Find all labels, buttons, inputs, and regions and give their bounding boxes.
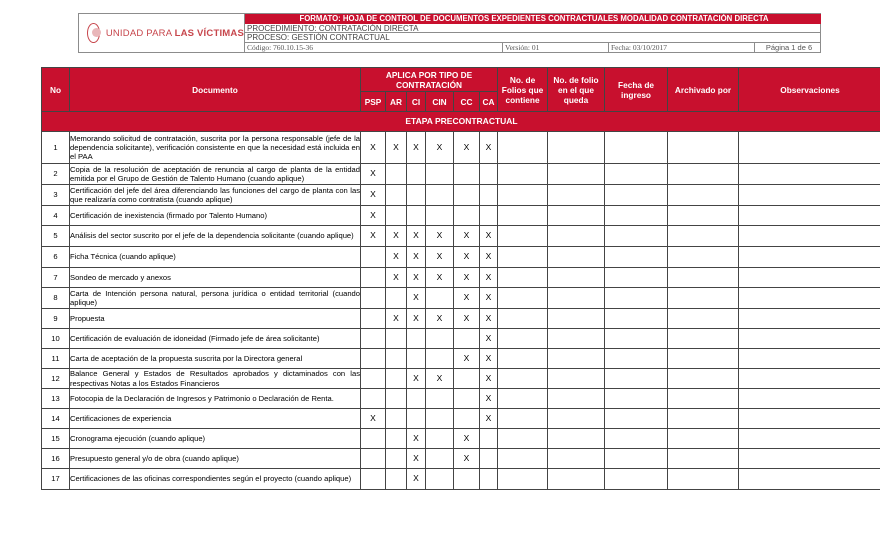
archivado-cell xyxy=(668,268,739,288)
mark-psp xyxy=(361,469,386,490)
document-cell: Balance General y Estados de Resultados aprobados y dictaminados con las respectivas Notas a los Estados Financieros xyxy=(70,369,360,388)
folios-cell xyxy=(498,389,548,409)
mark-cc xyxy=(454,164,480,185)
mark-ar xyxy=(386,185,407,206)
mark-psp: X xyxy=(361,164,386,185)
mark-ar: X xyxy=(386,247,407,268)
mark-psp xyxy=(361,429,386,449)
mark-ca: X xyxy=(480,309,498,329)
mark-psp: X xyxy=(361,185,386,206)
mark-cc xyxy=(454,206,480,226)
folios-cell xyxy=(498,164,548,185)
folio-queda-cell xyxy=(548,389,605,409)
mark-ca: X xyxy=(480,349,498,369)
mark-psp xyxy=(361,309,386,329)
mark-cc xyxy=(454,329,480,349)
folio-queda-cell xyxy=(548,226,605,247)
table-row xyxy=(42,185,880,206)
table-row xyxy=(42,429,880,449)
mark-cin xyxy=(426,185,454,206)
row-number: 9 xyxy=(42,309,70,329)
archivado-cell xyxy=(668,185,739,206)
observaciones-cell xyxy=(739,309,880,329)
document-cell: Ficha Técnica (cuando aplique) xyxy=(70,247,361,268)
row-number: 1 xyxy=(42,132,70,164)
document-header xyxy=(78,13,821,53)
table-row xyxy=(42,449,880,469)
mark-psp xyxy=(361,247,386,268)
folios-cell xyxy=(498,369,548,389)
observaciones-cell xyxy=(739,226,880,247)
fecha-ingreso-cell xyxy=(605,469,668,490)
coat-of-arms-icon xyxy=(87,23,100,43)
mark-ci xyxy=(407,185,426,206)
mark-cin xyxy=(426,409,454,429)
folio-queda-cell xyxy=(548,349,605,369)
mark-cc: X xyxy=(454,288,480,309)
header-observaciones: Observaciones xyxy=(739,68,880,112)
archivado-cell xyxy=(668,164,739,185)
mark-psp xyxy=(361,288,386,309)
mark-ci xyxy=(407,409,426,429)
header-archivado: Archivado por xyxy=(668,68,739,112)
archivado-cell xyxy=(668,389,739,409)
archivado-cell xyxy=(668,309,739,329)
folios-cell xyxy=(498,247,548,268)
archivado-cell xyxy=(668,449,739,469)
mark-ca: X xyxy=(480,268,498,288)
mark-cc xyxy=(454,389,480,409)
fecha-ingreso-cell xyxy=(605,206,668,226)
fecha-ingreso-cell xyxy=(605,132,668,164)
row-number: 13 xyxy=(42,389,70,409)
fecha-ingreso-cell xyxy=(605,369,668,389)
archivado-cell xyxy=(668,329,739,349)
mark-cc: X xyxy=(454,226,480,247)
document-cell: Certificaciones de experiencia xyxy=(70,409,361,429)
document-cell: Análisis del sector suscrito por el jefe de la dependencia solicitante (cuando aplique) xyxy=(70,226,361,247)
folios-cell xyxy=(498,349,548,369)
header-cin: CIN xyxy=(426,92,454,112)
fecha-ingreso-cell xyxy=(605,164,668,185)
format-title: FORMATO: HOJA DE CONTROL DE DOCUMENTOS EXPEDIENTES CONTRACTUALES MODALIDAD CONTRATACIÓN DIRECTA xyxy=(245,14,821,24)
meta-row xyxy=(245,43,821,52)
mark-ci: X xyxy=(407,429,426,449)
mark-ar: X xyxy=(386,268,407,288)
folios-cell xyxy=(498,226,548,247)
mark-psp: X xyxy=(361,132,386,164)
table-row xyxy=(42,164,880,185)
table-row xyxy=(42,268,880,288)
mark-cin xyxy=(426,206,454,226)
observaciones-cell xyxy=(739,429,880,449)
folio-queda-cell xyxy=(548,429,605,449)
archivado-cell xyxy=(668,226,739,247)
header-fecha-ingreso: Fecha de ingreso xyxy=(605,68,668,112)
mark-cc: X xyxy=(454,309,480,329)
mark-ci: X xyxy=(407,469,426,490)
document-cell: Certificación del jefe del área diferenciando las funciones del cargo de planta con las que realizaría como contratista (cuando aplique) xyxy=(70,185,360,204)
row-number: 8 xyxy=(42,288,70,309)
mark-cin xyxy=(426,349,454,369)
mark-ar: X xyxy=(386,309,407,329)
row-number: 5 xyxy=(42,226,70,247)
archivado-cell xyxy=(668,429,739,449)
header-psp: PSP xyxy=(361,92,386,112)
mark-cin xyxy=(426,469,454,490)
header-no: No xyxy=(42,68,70,112)
mark-ci xyxy=(407,329,426,349)
row-number: 12 xyxy=(42,369,70,389)
header-folio-queda: No. de folio en el que queda xyxy=(548,68,605,112)
mark-ar xyxy=(386,389,407,409)
mark-ar xyxy=(386,164,407,185)
mark-psp: X xyxy=(361,409,386,429)
fecha-ingreso-cell xyxy=(605,309,668,329)
fecha-ingreso-cell xyxy=(605,185,668,206)
mark-ar xyxy=(386,409,407,429)
document-cell: Copia de la resolución de aceptación de renuncia al cargo de planta de la entidad emitida por el Grupo de Gestión de Talento Humano (cuando aplique) xyxy=(70,164,360,183)
mark-cc xyxy=(454,185,480,206)
observaciones-cell xyxy=(739,349,880,369)
mark-ca xyxy=(480,185,498,206)
row-number: 2 xyxy=(42,164,70,185)
observaciones-cell xyxy=(739,132,880,164)
table-row xyxy=(42,132,880,164)
archivado-cell xyxy=(668,132,739,164)
mark-ar xyxy=(386,288,407,309)
header-cc: CC xyxy=(454,92,480,112)
codigo: Código: 760.10.15-36 xyxy=(245,43,503,52)
mark-ar xyxy=(386,369,407,389)
folios-cell xyxy=(498,409,548,429)
folio-queda-cell xyxy=(548,288,605,309)
mark-ca xyxy=(480,469,498,490)
table-row xyxy=(42,349,880,369)
control-table xyxy=(41,67,880,490)
header-folios: No. de Folios que contiene xyxy=(498,68,548,112)
folios-cell xyxy=(498,329,548,349)
document-cell: Propuesta xyxy=(70,309,361,329)
fecha-ingreso-cell xyxy=(605,226,668,247)
table-row xyxy=(42,247,880,268)
observaciones-cell xyxy=(739,206,880,226)
folios-cell xyxy=(498,132,548,164)
mark-psp xyxy=(361,369,386,389)
folio-queda-cell xyxy=(548,309,605,329)
mark-cin xyxy=(426,429,454,449)
folio-queda-cell xyxy=(548,409,605,429)
fecha-ingreso-cell xyxy=(605,268,668,288)
mark-cc: X xyxy=(454,268,480,288)
mark-ci xyxy=(407,206,426,226)
proceso: PROCESO: GESTIÓN CONTRACTUAL xyxy=(245,33,821,43)
folio-queda-cell xyxy=(548,369,605,389)
mark-ar xyxy=(386,329,407,349)
mark-cin: X xyxy=(426,132,454,164)
mark-ci: X xyxy=(407,247,426,268)
observaciones-cell xyxy=(739,288,880,309)
archivado-cell xyxy=(668,349,739,369)
mark-ca: X xyxy=(480,288,498,309)
header-documento: Documento xyxy=(70,68,361,112)
mark-ca: X xyxy=(480,329,498,349)
folios-cell xyxy=(498,429,548,449)
document-cell: Certificación de inexistencia (firmado por Talento Humano) xyxy=(70,206,361,226)
archivado-cell xyxy=(668,469,739,490)
table-row xyxy=(42,409,880,429)
mark-cc xyxy=(454,409,480,429)
folio-queda-cell xyxy=(548,449,605,469)
mark-ci: X xyxy=(407,268,426,288)
folios-cell xyxy=(498,206,548,226)
fecha-ingreso-cell xyxy=(605,429,668,449)
folio-queda-cell xyxy=(548,132,605,164)
mark-cc: X xyxy=(454,349,480,369)
mark-ci: X xyxy=(407,132,426,164)
row-number: 11 xyxy=(42,349,70,369)
document-cell: Memorando solicitud de contratación, suscrita por la persona responsable (jefe de la dependencia solicitante), verificación consistente en que la necesidad está incluida en el PAA xyxy=(70,132,361,164)
document-cell: Certificación de evaluación de idoneidad (Firmado jefe de área solicitante) xyxy=(70,329,361,349)
mark-cc: X xyxy=(454,449,480,469)
archivado-cell xyxy=(668,409,739,429)
document-cell: Sondeo de mercado y anexos xyxy=(70,268,361,288)
fecha-ingreso-cell xyxy=(605,389,668,409)
mark-cin: X xyxy=(426,268,454,288)
observaciones-cell xyxy=(739,389,880,409)
mark-psp xyxy=(361,389,386,409)
mark-cc: X xyxy=(454,132,480,164)
mark-cin: X xyxy=(426,226,454,247)
fecha-ingreso-cell xyxy=(605,349,668,369)
folios-cell xyxy=(498,268,548,288)
mark-ar xyxy=(386,206,407,226)
mark-psp xyxy=(361,268,386,288)
folios-cell xyxy=(498,288,548,309)
table-row xyxy=(42,288,880,309)
folios-cell xyxy=(498,449,548,469)
mark-psp xyxy=(361,449,386,469)
mark-cin: X xyxy=(426,247,454,268)
mark-ci: X xyxy=(407,226,426,247)
folio-queda-cell xyxy=(548,268,605,288)
mark-ar xyxy=(386,349,407,369)
mark-psp: X xyxy=(361,226,386,247)
observaciones-cell xyxy=(739,185,880,206)
document-cell: Fotocopia de la Declaración de Ingresos y Patrimonio o Declaración de Renta. xyxy=(70,389,361,409)
document-cell: Cronograma ejecución (cuando aplique) xyxy=(70,429,361,449)
mark-ar: X xyxy=(386,226,407,247)
document-cell: Presupuesto general y/o de obra (cuando aplique) xyxy=(70,449,361,469)
mark-cin xyxy=(426,164,454,185)
table-row xyxy=(42,469,880,490)
table-row xyxy=(42,309,880,329)
archivado-cell xyxy=(668,206,739,226)
row-number: 15 xyxy=(42,429,70,449)
row-number: 14 xyxy=(42,409,70,429)
document-cell: Carta de Intención persona natural, persona jurídica o entidad territorial (cuando aplique) xyxy=(70,288,360,307)
table-row xyxy=(42,369,880,389)
folio-queda-cell xyxy=(548,469,605,490)
procedimiento: PROCEDIMIENTO: CONTRATACIÓN DIRECTA xyxy=(245,24,821,33)
fecha-ingreso-cell xyxy=(605,409,668,429)
mark-cc xyxy=(454,369,480,389)
mark-ar xyxy=(386,429,407,449)
row-number: 4 xyxy=(42,206,70,226)
fecha: Fecha: 03/10/2017 xyxy=(609,43,755,52)
row-number: 7 xyxy=(42,268,70,288)
observaciones-cell xyxy=(739,329,880,349)
mark-cin xyxy=(426,288,454,309)
mark-ci xyxy=(407,164,426,185)
mark-ca xyxy=(480,429,498,449)
mark-ca xyxy=(480,449,498,469)
row-number: 16 xyxy=(42,449,70,469)
header-ci: CI xyxy=(407,92,426,112)
mark-cc: X xyxy=(454,429,480,449)
pagina: Página 1 de 6 xyxy=(765,43,813,52)
row-number: 10 xyxy=(42,329,70,349)
row-number: 17 xyxy=(42,469,70,490)
mark-cin xyxy=(426,389,454,409)
mark-ca xyxy=(480,164,498,185)
row-number: 3 xyxy=(42,185,70,206)
fecha-ingreso-cell xyxy=(605,288,668,309)
folio-queda-cell xyxy=(548,185,605,206)
archivado-cell xyxy=(668,288,739,309)
mark-cc: X xyxy=(454,247,480,268)
table-row xyxy=(42,206,880,226)
mark-ar xyxy=(386,449,407,469)
mark-ci xyxy=(407,349,426,369)
table-row xyxy=(42,389,880,409)
archivado-cell xyxy=(668,369,739,389)
header-aplica: APLICA POR TIPO DE CONTRATACIÓN xyxy=(361,68,498,92)
mark-ca: X xyxy=(480,226,498,247)
folios-cell xyxy=(498,469,548,490)
mark-cin xyxy=(426,449,454,469)
mark-ca: X xyxy=(480,369,498,389)
mark-ca: X xyxy=(480,389,498,409)
version: Versión: 01 xyxy=(503,43,609,52)
fecha-ingreso-cell xyxy=(605,247,668,268)
document-cell: Certificaciones de las oficinas correspondientes según el proyecto (cuando aplique) xyxy=(70,469,361,490)
mark-ca: X xyxy=(480,247,498,268)
observaciones-cell xyxy=(739,247,880,268)
folio-queda-cell xyxy=(548,329,605,349)
mark-ci xyxy=(407,389,426,409)
folio-queda-cell xyxy=(548,164,605,185)
header-ca: CA xyxy=(480,92,498,112)
table-row xyxy=(42,226,880,247)
fecha-ingreso-cell xyxy=(605,449,668,469)
header-ar: AR xyxy=(386,92,407,112)
observaciones-cell xyxy=(739,369,880,389)
folios-cell xyxy=(498,309,548,329)
mark-ci: X xyxy=(407,288,426,309)
document-cell: Carta de aceptación de la propuesta suscrita por la Directora general xyxy=(70,349,361,369)
observaciones-cell xyxy=(739,268,880,288)
table-row xyxy=(42,329,880,349)
mark-cc xyxy=(454,469,480,490)
archivado-cell xyxy=(668,247,739,268)
mark-cin xyxy=(426,329,454,349)
logo xyxy=(79,14,245,52)
mark-ca: X xyxy=(480,132,498,164)
folios-cell xyxy=(498,185,548,206)
mark-ci: X xyxy=(407,309,426,329)
observaciones-cell xyxy=(739,469,880,490)
mark-psp: X xyxy=(361,206,386,226)
mark-ca: X xyxy=(480,409,498,429)
mark-cin: X xyxy=(426,309,454,329)
observaciones-cell xyxy=(739,409,880,429)
folio-queda-cell xyxy=(548,247,605,268)
mark-cin: X xyxy=(426,369,454,389)
mark-ca xyxy=(480,206,498,226)
mark-ar: X xyxy=(386,132,407,164)
folio-queda-cell xyxy=(548,206,605,226)
row-number: 6 xyxy=(42,247,70,268)
mark-psp xyxy=(361,329,386,349)
observaciones-cell xyxy=(739,164,880,185)
mark-ci: X xyxy=(407,449,426,469)
mark-ci: X xyxy=(407,369,426,389)
fecha-ingreso-cell xyxy=(605,329,668,349)
section-title: ETAPA PRECONTRACTUAL xyxy=(42,112,880,132)
logo-text: UNIDAD PARA LAS VÍCTIMAS xyxy=(105,27,244,39)
mark-ar xyxy=(386,469,407,490)
mark-psp xyxy=(361,349,386,369)
observaciones-cell xyxy=(739,449,880,469)
